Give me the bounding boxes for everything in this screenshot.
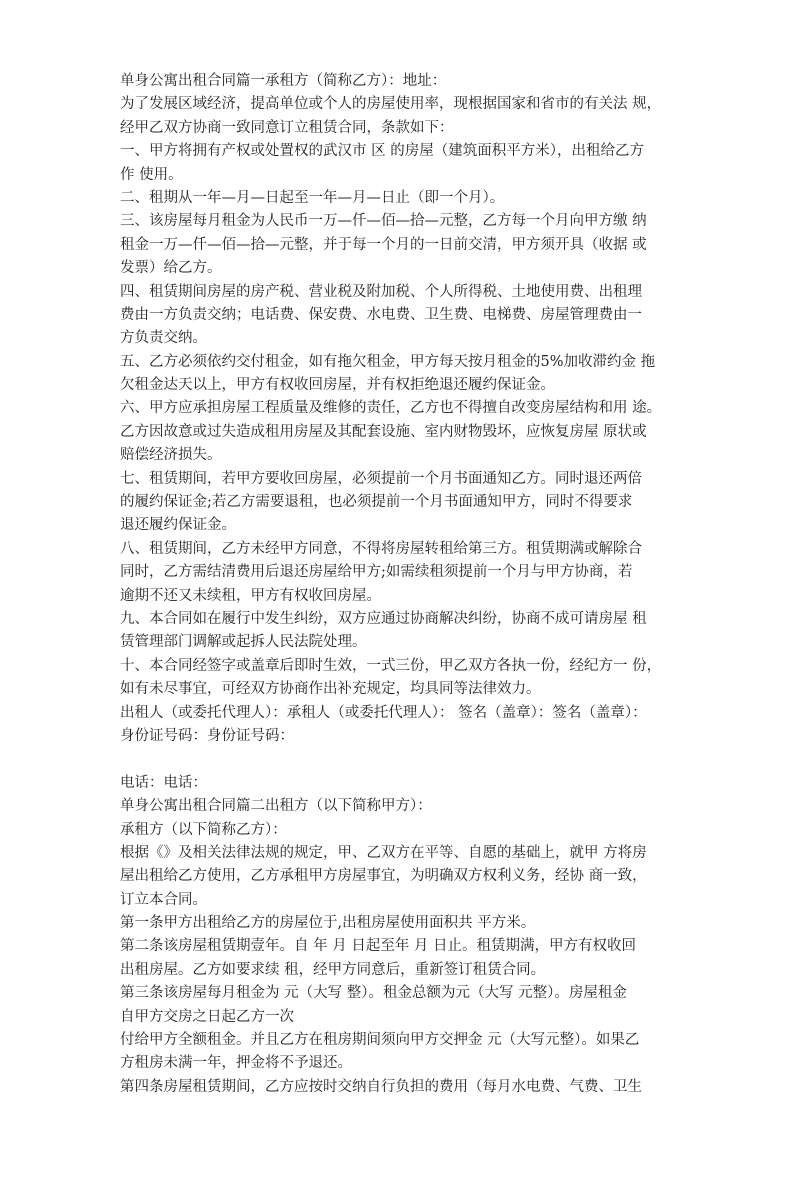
text-line: 作 使用。: [120, 166, 183, 183]
text-line: 逾期不还又未续租，甲方有权收回房屋。: [120, 587, 381, 604]
blank-line: [120, 748, 686, 771]
text-line: 乙方因故意或过失造成租用房屋及其配套设施、室内财物毁坏，应恢复房屋 原状或: [120, 423, 647, 440]
text-line: 的履约保证金;若乙方需要退租，也必须提前一个月书面通知甲方，同时不得要求: [120, 494, 633, 511]
text-line: 赔偿经济损失。: [120, 447, 222, 464]
text-line: 出租房屋。乙方如要求续 租，经甲方同意后，重新签订租赁合同。: [120, 961, 546, 978]
text-line: 第四条房屋租赁期间，乙方应按时交纳自行负担的费用（每月水电费、气费、卫生: [120, 1078, 642, 1095]
text-line: 费由一方负责交纳；电话费、保安费、水电费、卫生费、电梯费、房屋管理费由一: [120, 306, 642, 323]
text-line: 方负责交纳。: [120, 330, 207, 347]
text-line: 发票）给乙方。: [120, 260, 222, 277]
text-line: 如有未尽事宜，可经双方协商作出补充规定，均具同等法律效力。: [120, 681, 541, 698]
text-line: 三、该房屋每月租金为人民币一万—仟—佰—拾—元整，乙方每一个月向甲方缴 纳: [120, 213, 647, 230]
contract-text: [120, 70, 686, 1099]
text-line: 经甲乙双方协商一致同意订立租赁合同，条款如下：: [120, 119, 454, 136]
text-line: 十、本合同经签字或盖章后即时生效，一式三份，甲乙双方各执一份，经纪方一 份，: [120, 657, 662, 674]
text-line: 自甲方交房之日起乙方一次: [120, 1008, 294, 1025]
text-line: 九、本合同如在履行中发生纠纷，双方应通过协商解决纠纷，协商不成可请房屋 租: [120, 610, 647, 627]
text-line: 七、租赁期间，若甲方要收回房屋，必须提前一个月书面通知乙方。同时退还两倍: [120, 470, 642, 487]
text-line: 第一条甲方出租给乙方的房屋位于,出租房屋使用面积共 平方米。: [120, 915, 536, 932]
text-line: 出租人（或委托代理人）：承租人（或委托代理人）： 签名（盖章）：签名（盖章）：: [120, 704, 647, 721]
text-line: 八、租赁期间，乙方未经甲方同意，不得将房屋转租给第三方。租赁期满或解除合: [120, 540, 642, 557]
text-line: 屋出租给乙方使用，乙方承租甲方房屋事宜，为明确双方权利义务，经协 商一致，: [120, 868, 647, 885]
text-line: 四、租赁期间房屋的房产税、营业税及附加税、个人所得税、土地使用费、出租理: [120, 283, 642, 300]
text-line: 身份证号码：身份证号码：: [120, 727, 294, 744]
text-line: 一、甲方将拥有产权或处置权的武汉市 区 的房屋（建筑面积平方米），出租给乙方: [120, 143, 644, 160]
text-line: 二、租期从一年—月—日起至一年—月—日止（即一个月）。: [120, 189, 505, 206]
text-line: 方租房未满一年，押金将不予退还。: [120, 1055, 352, 1072]
text-line: 电话：电话：: [120, 774, 207, 791]
text-line: 同时，乙方需结清费用后退还房屋给甲方;如需续租须提前一个月与甲方协商，若: [120, 564, 633, 581]
text-line: 退还履约保证金。: [120, 517, 236, 534]
text-line: 第三条该房屋每月租金为 元（大写 整）。租金总额为元（大写 元整）。房屋租金: [120, 985, 627, 1002]
text-line: 为了发展区域经济，提高单位或个人的房屋使用率，现根据国家和省市的有关法 规，: [120, 96, 662, 113]
text-line: 第二条该房屋租赁期壹年。自 年 月 日起至年 月 日止。租赁期满，甲方有权收回: [120, 938, 637, 955]
text-line: 单身公寓出租合同篇二出租方（以下简称甲方）：: [120, 798, 432, 815]
text-line: 承租方（以下简称乙方）：: [120, 821, 287, 838]
text-line: 五、乙方必须依约交付租金，如有拖欠租金，甲方每天按月租金的5%加收滞约金 拖: [120, 353, 656, 370]
text-line: 付给甲方全额租金。并且乙方在租房期间须向甲方交押金 元（大写元整）。如果乙: [120, 1032, 640, 1049]
text-line: 租金一万—仟—佰—拾—元整，并于每一个月的一日前交清，甲方须开具（收据 或: [120, 236, 647, 253]
text-line: 欠租金达天以上，甲方有权收回房屋，并有权拒绝退还履约保证金。: [120, 377, 555, 394]
text-line: 六、甲方应承担房屋工程质量及维修的责任，乙方也不得擅自改变房屋结构和用 途。: [120, 400, 662, 417]
text-line: 订立本合同。: [120, 891, 207, 908]
text-line: 根据《》及相关法律法规的规定，甲、乙双方在平等、自愿的基础上，就甲 方将房: [120, 844, 647, 861]
text-line: 单身公寓出租合同篇一承租方（简称乙方）：地址：: [120, 73, 447, 89]
text-line: 赁管理部门调解或起拆人民法院处理。: [120, 634, 367, 651]
